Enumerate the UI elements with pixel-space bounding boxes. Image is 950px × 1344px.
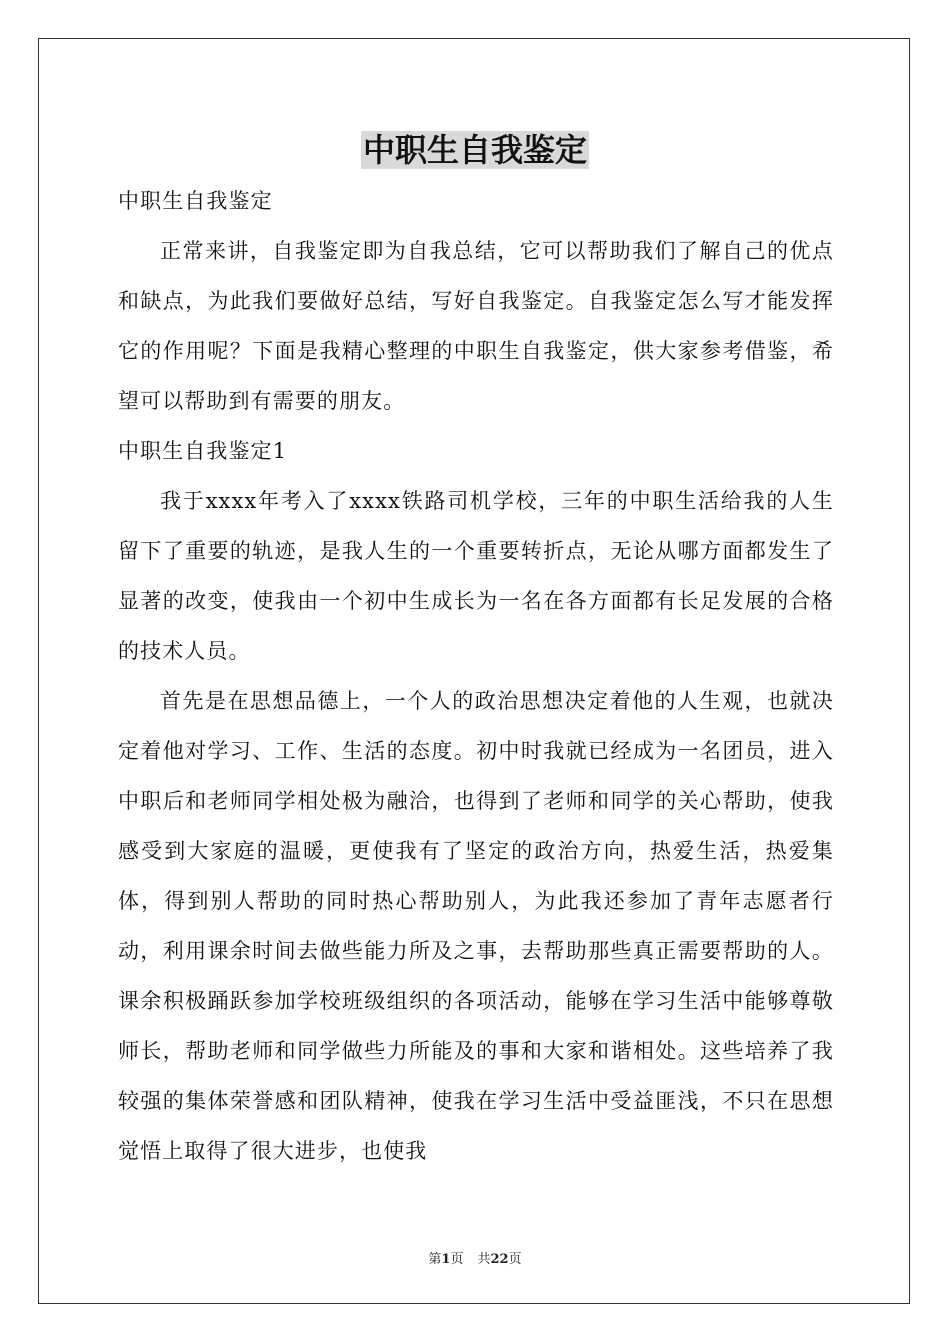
page-prefix: 第 [428,1252,442,1267]
body-paragraph: 首先是在思想品德上，一个人的政治思想决定着他的人生观，也就决定着他对学习、工作、生活的态度。初中时我就已经成为一名团员，进入中职后和老师同学相处极为融洽，也得到了老师和同学的关心帮助，使我感受到大家庭的温暖，更使我有了坚定的政治方向，热爱生活，热爱集体，得到别人帮助的同时热心帮助别人，为此我还参加了青年志愿者行动，利用课余时间去做些能力所及之事，去帮助那些真正需要帮助的人。课余积极踊跃参加学校班级组织的各项活动，能够在学习生活中能够尊敬师长，帮助老师和同学做些力所能及的事和大家和谐相处。这些培养了我较强的集体荣誉感和团队精神，使我在学习生活中受益匪浅，不只在思想觉悟上取得了很大进步，也使我 [118,689,834,1163]
page-suffix: 页 [450,1252,464,1267]
section-heading: 中职生自我鉴定1 [118,439,288,463]
intro-paragraph: 正常来讲，自我鉴定即为自我总结，它可以帮助我们了解自己的优点和缺点，为此我们要做好总结，写好自我鉴定。自我鉴定怎么写才能发挥它的作用呢？下面是我精心整理的中职生自我鉴定，供大家参考借鉴，希望可以帮助到有需要的朋友。 [118,239,834,413]
page-footer [0,1248,950,1267]
total-prefix: 共 [477,1252,491,1267]
body-paragraph: 我于xxxx年考入了xxxx铁路司机学校，三年的中职生活给我的人生留下了重要的轨迹，是我人生的一个重要转折点，无论从哪方面都发生了显著的改变，使我由一个初中生成长为一名在各方面都有长足发展的合格的技术人员。 [118,489,834,663]
section-heading: 中职生自我鉴定 [118,189,273,213]
document-title [0,128,950,172]
document-title-text: 中职生自我鉴定 [362,131,587,169]
total-suffix: 页 [508,1252,522,1267]
document-body [118,176,834,1176]
page-current: 1 [441,1252,451,1267]
page-total: 22 [490,1252,509,1267]
